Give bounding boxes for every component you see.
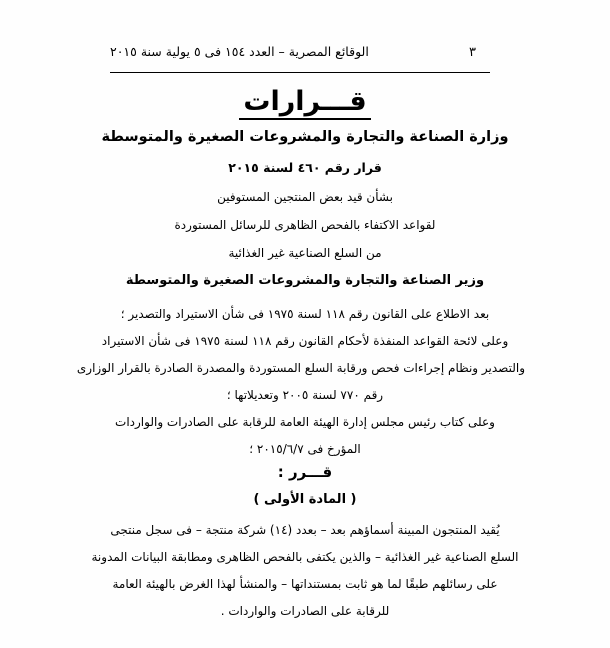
recital-line: بعد الاطلاع على القانون رقم ١١٨ لسنة ١٩٧٥ فى شأن الاستيراد والتصدير ؛	[120, 307, 490, 321]
decree-subject-line-2: لقواعد الاكتفاء بالفحص الظاهرى للرسائل المستوردة	[174, 218, 436, 232]
ministry-heading: وزارة الصناعة والتجارة والمشروعات الصغيرة والمتوسطة	[101, 129, 509, 145]
recital-line: وعلى لائحة القواعد المنفذة لأحكام القانون رقم ١١٨ لسنة ١٩٧٥ فى شأن الاستيراد	[101, 334, 509, 348]
decree-subject-line-3: من السلع الصناعية غير الغذائية	[228, 246, 382, 260]
recital-paragraph-3	[85, 409, 525, 463]
recital-line: وعلى كتاب رئيس مجلس إدارة الهيئة العامة للرقابة على الصادرات والواردات	[115, 415, 495, 429]
recital-line: رقم ٧٧٠ لسنة ٢٠٠٥ وتعديلاتها ؛	[226, 388, 384, 402]
gazette-running-title: الوقائع المصرية – العدد ١٥٤ فى ٥ يولية سنة ٢٠١٥	[110, 44, 369, 59]
article-heading: ( المادة الأولى )	[253, 492, 357, 507]
page-title	[0, 86, 610, 120]
decree-number-heading: قرار رقم ٤٦٠ لسنة ٢٠١٥	[228, 160, 382, 175]
page-number: ٣	[469, 45, 476, 60]
header-row	[110, 44, 490, 60]
header-divider-rule	[110, 72, 490, 73]
recital-paragraph-1	[85, 301, 525, 328]
article-body-line: يُقيد المنتجون المبينة أسماؤهم بعد – بعدد (١٤) شركة منتجة – فى سجل منتجى	[110, 523, 500, 537]
recital-paragraph-2	[76, 328, 525, 409]
recital-line: المؤرخ فى ٢٠١٥/٦/٧ ؛	[249, 442, 361, 456]
verdict-label: قـــرر :	[277, 463, 333, 481]
page-header	[110, 44, 490, 74]
decree-subject-line-1: بشأن قيد بعض المنتجين المستوفين	[217, 190, 393, 204]
article-body-line: على رسائلهم طبقًا لما هو ثابت بمستنداتها – والمنشأ لهذا الغرض بالهيئة العامة	[112, 577, 498, 591]
article-body-paragraph	[85, 517, 525, 625]
article-body-line: السلع الصناعية غير الغذائية – والذين يكتفى بالفحص الظاهرى ومطابقة البيانات المدونة	[91, 550, 519, 564]
article-body-line: للرقابة على الصادرات والواردات .	[220, 604, 390, 618]
page-title-text: قـــرارات	[239, 86, 370, 120]
recital-line: والتصدير ونظام إجراءات فحص ورقابة السلع المستوردة والمصدرة الصادرة بالقرار الوزارى	[76, 361, 525, 375]
minister-heading: وزير الصناعة والتجارة والمشروعات الصغيرة والمتوسطة	[125, 273, 485, 288]
